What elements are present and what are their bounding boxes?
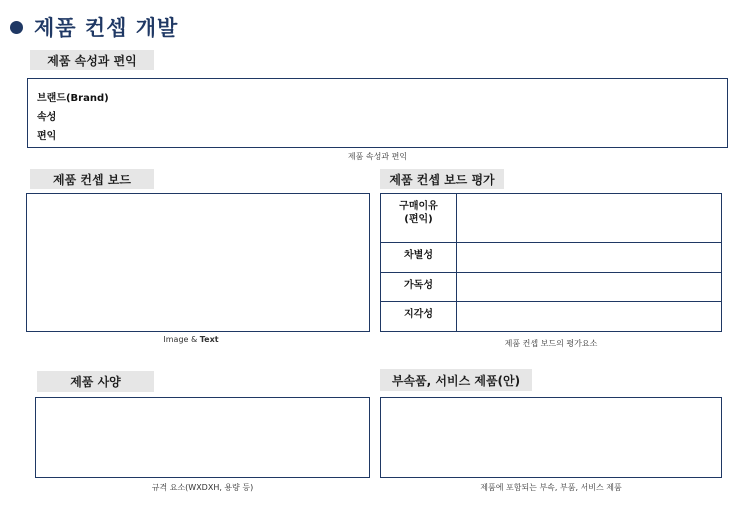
page-title: 제품 컨셉 개발 bbox=[34, 16, 179, 40]
concept-board-caption bbox=[26, 335, 356, 344]
title-bullet-icon bbox=[10, 21, 23, 34]
evaluation-row bbox=[381, 302, 722, 332]
concept-board-box bbox=[26, 193, 370, 332]
attribute-line-benefit: 편익 bbox=[37, 131, 57, 142]
evaluation-row-label: 지각성 bbox=[404, 309, 433, 321]
evaluation-row-label: 가독성 bbox=[404, 279, 433, 291]
evaluation-row-value bbox=[457, 242, 722, 272]
attribute-line-brand: 브랜드(Brand) bbox=[37, 93, 109, 104]
evaluation-row bbox=[381, 272, 722, 302]
evaluation-table bbox=[380, 193, 722, 332]
evaluation-row-value bbox=[457, 272, 722, 302]
evaluation-row bbox=[381, 242, 722, 272]
evaluation-row-header bbox=[381, 272, 457, 302]
evaluation-row-label: 구매이유 bbox=[399, 201, 438, 212]
evaluation-row-header bbox=[381, 194, 457, 243]
accessories-label: 부속품, 서비스 제품(안) bbox=[380, 369, 532, 391]
concept-board-label: 제품 컨셉 보드 bbox=[30, 169, 154, 189]
attributes-caption: 제품 속성과 편익 bbox=[347, 152, 408, 161]
concept-board-caption-bold: Text bbox=[199, 335, 219, 344]
spec-label: 제품 사양 bbox=[37, 371, 154, 392]
accessories-box bbox=[380, 397, 722, 478]
attributes-box bbox=[27, 78, 728, 148]
spec-box bbox=[35, 397, 370, 478]
evaluation-row-value bbox=[457, 194, 722, 243]
accessories-caption: 제품에 포함되는 부속, 부품, 서비스 제품 bbox=[480, 483, 622, 492]
evaluation-row bbox=[381, 194, 722, 243]
spec-caption: 규격 요소(WXDXH, 용량 등) bbox=[151, 483, 254, 492]
evaluation-row-label: 차별성 bbox=[404, 249, 433, 261]
attributes-label: 제품 속성과 편익 bbox=[30, 50, 154, 70]
evaluation-row-header bbox=[381, 302, 457, 332]
evaluation-row-header bbox=[381, 242, 457, 272]
attribute-line-property: 속성 bbox=[37, 112, 57, 123]
evaluation-row-sublabel: (편익) bbox=[404, 214, 433, 225]
concept-board-caption-prefix: Image & bbox=[163, 335, 200, 344]
evaluation-caption: 제품 컨셉 보드의 평가요소 bbox=[504, 339, 598, 348]
evaluation-label: 제품 컨셉 보드 평가 bbox=[380, 169, 504, 189]
evaluation-row-value bbox=[457, 302, 722, 332]
